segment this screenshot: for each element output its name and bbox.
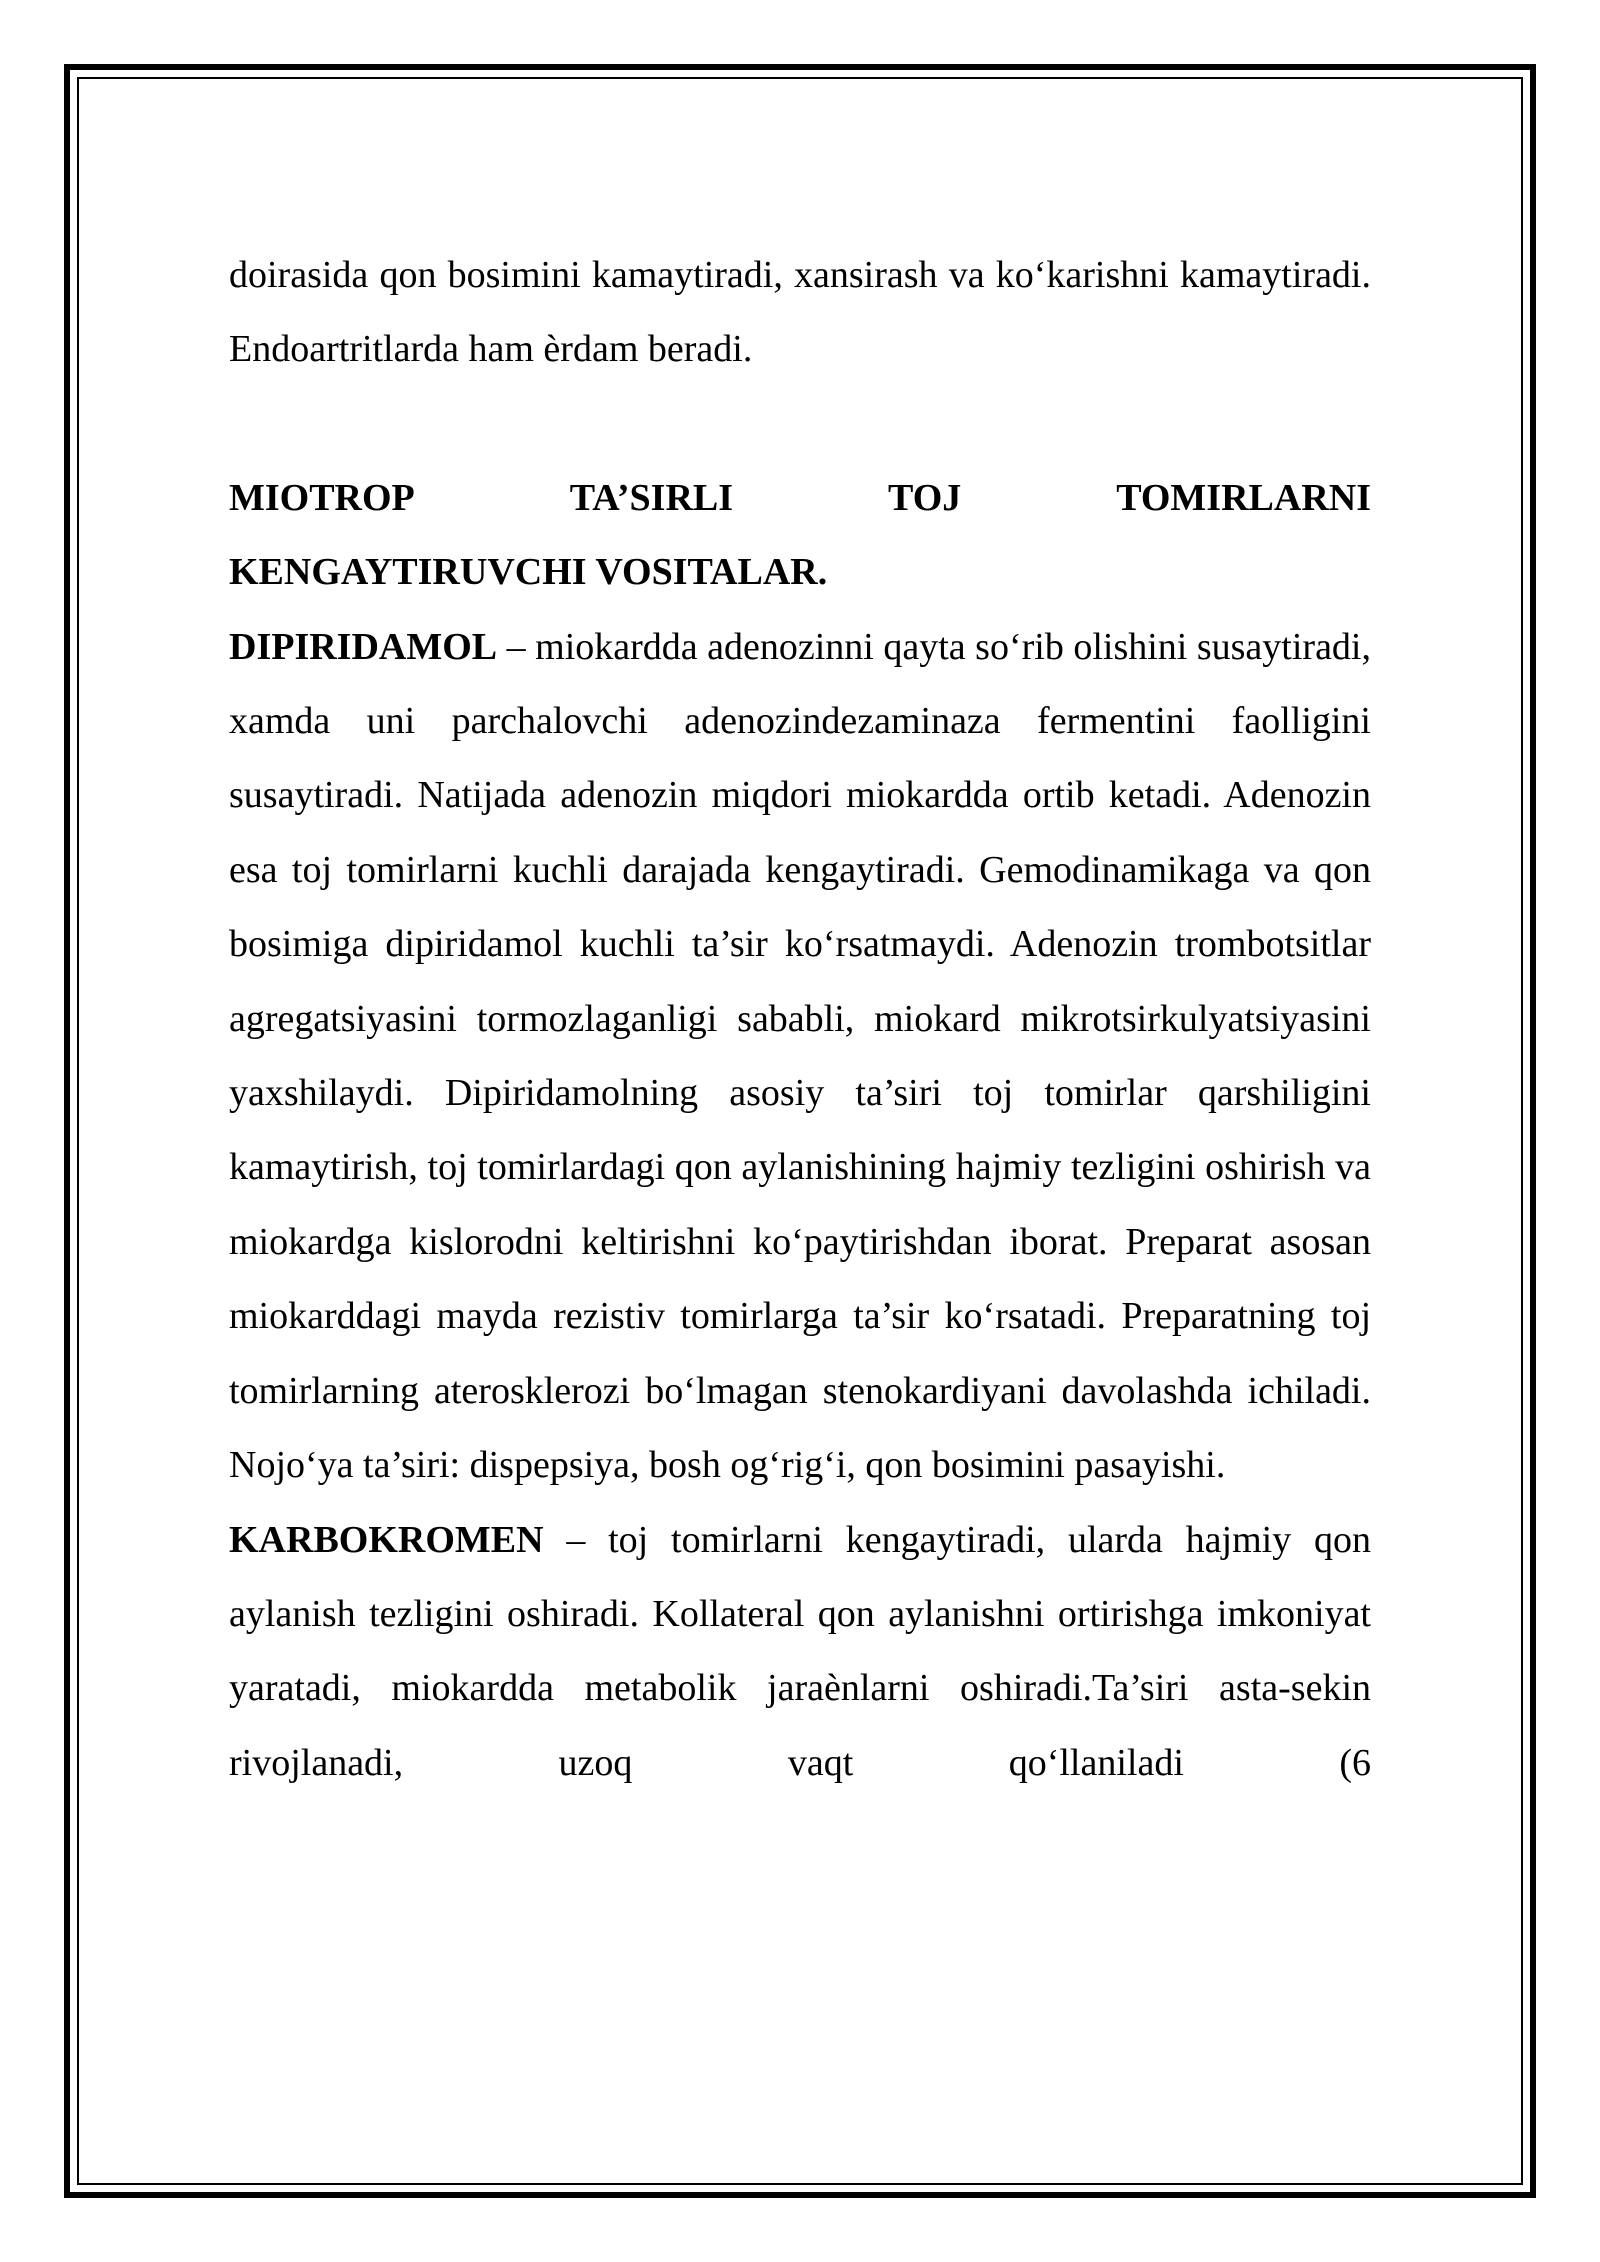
document-body <box>229 238 1371 1800</box>
heading-word: TOMIRLARNI <box>1116 476 1371 519</box>
heading-word: MIOTROP <box>229 476 415 519</box>
karbokromen-text: – toj tomirlarni kengaytiradi, ularda hajmiy qon aylanish tezligini oshiradi. Kollateral qon aylanishni ortirishga imkoniyat yaratadi, miokardda metabolik jaraènlarni oshiradi.Ta’siri asta-sekin rivojlanadi, uzoq vaqt qoʻllaniladi (6 <box>229 1518 1371 1784</box>
heading-word: TA’SIRLI <box>569 476 734 519</box>
paragraph-gap <box>229 387 1371 461</box>
heading-word: TOJ <box>888 476 962 519</box>
section-heading <box>229 461 1371 610</box>
heading-line-1 <box>229 461 1371 535</box>
dipiridamol-term: DIPIRIDAMOL <box>229 625 498 668</box>
heading-line-2: KENGAYTIRUVCHI VOSITALAR. <box>229 551 828 594</box>
dipiridamol-paragraph <box>229 610 1371 1503</box>
karbokromen-paragraph <box>229 1503 1371 1801</box>
karbokromen-term: KARBOKROMEN <box>229 1518 544 1561</box>
dipiridamol-text: – miokardda adenozinni qayta soʻrib olishini susaytiradi, xamda uni parchalovchi adenozindezaminaza fermentini faolligini susaytiradi. Natijada adenozin miqdori miokardda ortib ketadi. Adenozin esa toj tomirlarni kuchli darajada kengaytiradi. Gemodinamikaga va qon bosimiga dipiridamol kuchli ta’sir koʻrsatmaydi. Adenozin trombotsitlar agregatsiyasini tormozlaganligi sababli, miokard mikrotsirkulyatsiyasini yaxshilaydi. Dipiridamolning asosiy ta’siri toj tomirlar qarshiligini kamaytirish, toj tomirlardagi qon aylanishining hajmiy tezligini oshirish va miokardga kislorodni keltirishni koʻpaytirishdan iborat. Preparat asosan miokarddagi mayda rezistiv tomirlarga ta’sir koʻrsatadi. Preparatning toj tomirlarning aterosklerozi boʻlmagan stenokardiyani davolashda ichiladi. Nojoʻya ta’siri: dispepsiya, bosh ogʻrigʻi, qon bosimini pasayishi. <box>229 625 1371 1487</box>
intro-paragraph: doirasida qon bosimini kamaytiradi, xansirash va koʻkarishni kamaytiradi. Endoartritlarda ham èrdam beradi. <box>229 254 1371 371</box>
